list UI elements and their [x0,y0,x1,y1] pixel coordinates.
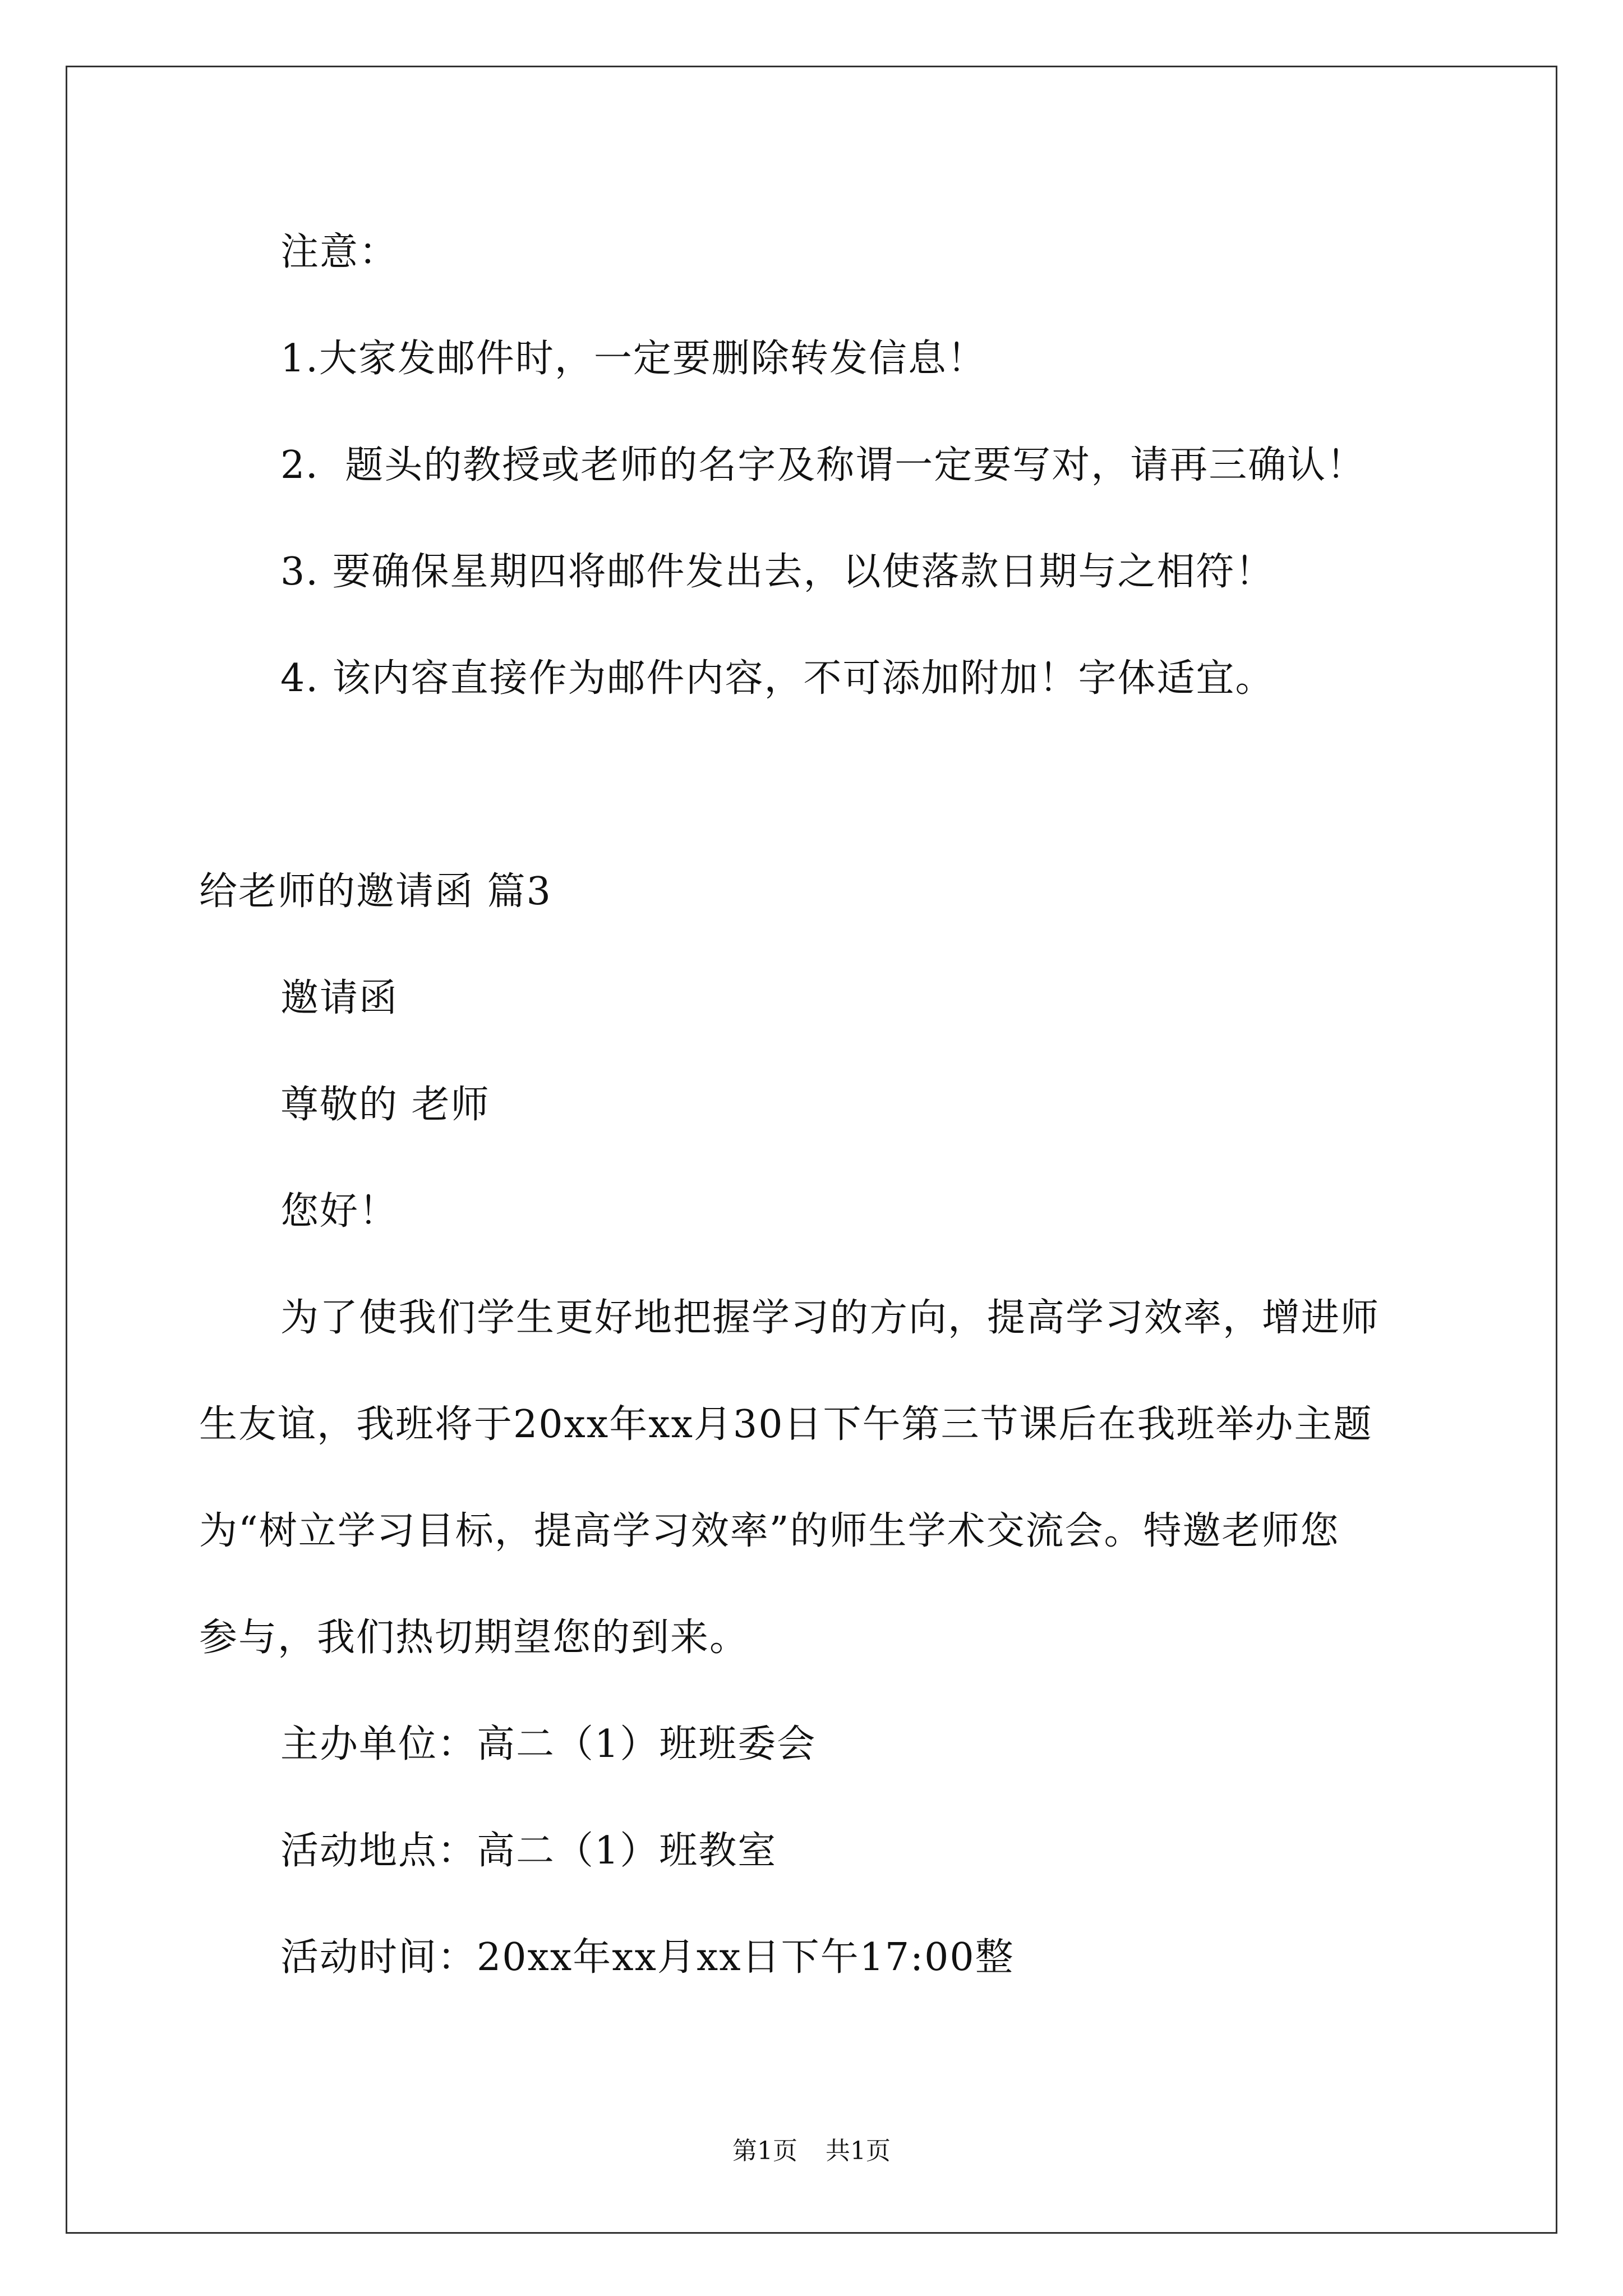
page-number-total: 共1页 [826,2137,891,2165]
note-item-3: 3. 要确保星期四将邮件发出去，以使落款日期与之相符！ [280,550,1275,594]
notes-heading: 注意： [280,230,399,274]
letter-title: 邀请函 [280,976,399,1020]
detail-time: 活动时间：20xx年xx月xx日下午17:00整 [280,1935,1015,1980]
body-line-1: 为了使我们学生更好地把握学习的方向，提高学习效率，增进师 [280,1296,1380,1340]
body-line-3: 为“树立学习目标，提高学习效率”的师生学术交流会。特邀老师您 [199,1509,1340,1553]
section-title: 给老师的邀请函 篇3 [199,869,552,914]
greeting: 您好！ [280,1189,399,1234]
detail-organizer: 主办单位：高二（1）班班委会 [280,1722,817,1766]
note-item-2: 2．题头的教授或老师的名字及称谓一定要写对，请再三确认！ [280,443,1366,487]
page-number-current: 第1页 [732,2137,797,2165]
body-line-2: 生友谊，我班将于20xx年xx月30日下午第三节课后在我班举办主题 [199,1402,1373,1447]
body-line-4: 参与，我们热切期望您的到来。 [199,1616,749,1660]
page-footer [0,2134,1623,2168]
note-item-4: 4. 该内容直接作为邮件内容，不可添加附加！字体适宜。 [280,656,1275,701]
page-frame [66,66,1557,2234]
salutation: 尊敬的 老师 [280,1083,490,1127]
note-item-1: 1.大家发邮件时，一定要删除转发信息！ [280,337,986,381]
detail-location: 活动地点：高二（1）班教室 [280,1829,777,1873]
